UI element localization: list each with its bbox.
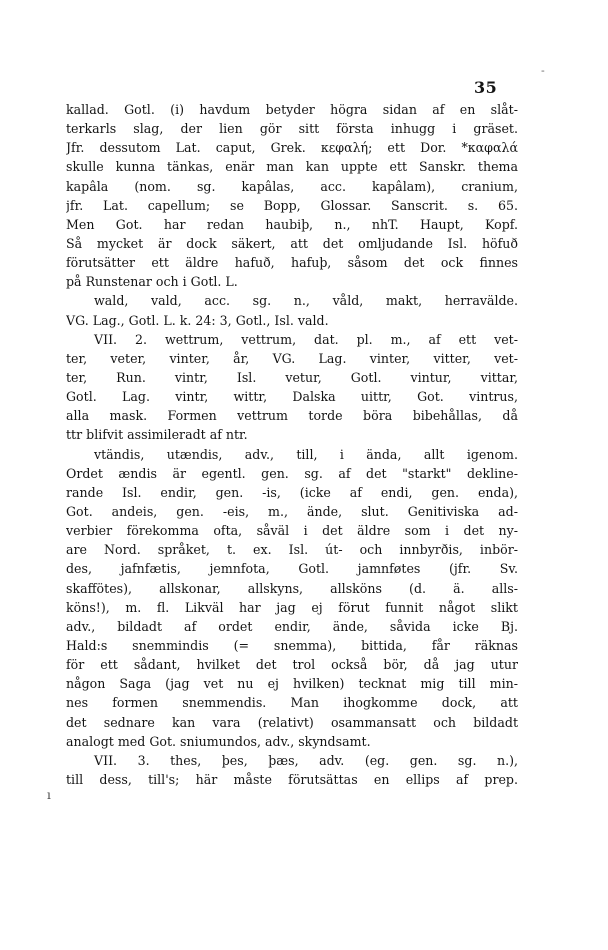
text-line: rande Isl. endir, gen. -is, (icke af endi, gen. enda), — [66, 484, 518, 500]
text-line: kallad. Gotl. (i) havdum betyder högra sidan af en slåt- — [66, 102, 518, 117]
text-line: VII. 3. thes, þes, þæs, adv. (eg. gen. sg. n.), — [94, 752, 518, 768]
text-line: terkarls slag, der lien gör sitt första inhugg i gräset. — [66, 121, 518, 137]
text-line: Så mycket är dock säkert, att det omljudande Isl. höfuð — [66, 235, 518, 251]
text-line: Ordet ændis är egentl. gen. sg. af det "starkt" dekline- — [66, 465, 518, 481]
text-line: Men Got. har redan haubiþ, n., nhT. Haupt, Kopf. — [66, 216, 518, 232]
text-line: wald, vald, acc. sg. n., våld, makt, herravälde. — [94, 293, 518, 309]
margin-mark: ı — [47, 788, 51, 802]
text-line: skaffötes), allskonar, allskyns, allsköns (d. ä. alls- — [66, 580, 518, 596]
text-line: VII. 2. wettrum, vettrum, dat. pl. m., af ett vet- — [94, 331, 518, 347]
text-line: Hald:s snemmindis (= snemma), bittida, får räknas — [66, 637, 518, 653]
text-line: det sednare kan vara (relativt) osammansatt och bildadt — [66, 714, 518, 730]
scan-mark: - — [541, 64, 545, 77]
text-line: till dess, till's; här måste förutsättas en ellips af prep. — [66, 771, 518, 787]
text-line: någon Saga (jag vet nu ej hvilken) tecknat mig till min- — [66, 676, 518, 692]
text-line: förutsätter ett äldre hafuð, hafuþ, såsom det ock finnes — [66, 255, 518, 271]
text-line: Gotl. Lag. vintr, wittr, Dalska uittr, Got. vintrus, — [66, 389, 518, 405]
text-line: are Nord. språket, t. ex. Isl. út- och innbyrðis, inbör- — [66, 542, 518, 558]
text-line: adv., bildadt af ordet endir, ände, såvida icke Bj. — [66, 618, 518, 634]
text-body — [66, 100, 518, 789]
text-line: vtändis, utændis, adv., till, i ända, allt igenom. — [94, 446, 518, 462]
text-line: nes formen snemmendis. Man ihogkomme dock, att — [66, 695, 518, 711]
text-line: skulle kunna tänkas, enär man kan uppte ett Sanskr. thema — [66, 159, 518, 175]
page-number: 35 — [474, 78, 498, 97]
text-line: jfr. Lat. capellum; se Bopp, Glossar. Sanscrit. s. 65. — [66, 197, 518, 213]
text-line: alla mask. Formen vettrum torde böra bibehållas, då — [66, 408, 518, 424]
text-line: för ett sådant, hvilket det trol också bör, då jag utur — [66, 657, 518, 673]
text-line: analogt med Got. sniumundos, adv., skyndsamt. — [66, 733, 371, 749]
text-line: ttr blifvit assimileradt af ntr. — [66, 427, 248, 443]
text-line: ter, veter, vinter, år, VG. Lag. vinter, vitter, vet- — [66, 350, 518, 366]
text-line: köns!), m. fl. Likväl har jag ej förut funnit något slikt — [66, 599, 518, 615]
text-line: ter, Run. vintr, Isl. vetur, Gotl. vintur, vittar, — [66, 369, 518, 385]
text-line: Got. andeis, gen. -eis, m., ände, slut. Genitiviska ad- — [66, 503, 518, 519]
text-line: på Runstenar och i Gotl. L. — [66, 274, 238, 290]
text-line: Jfr. dessutom Lat. caput, Grek. κεφαλή; ett Dor. *καφαλά — [66, 140, 518, 156]
text-line: VG. Lag., Gotl. L. k. 24: 3, Gotl., Isl. vald. — [66, 312, 329, 328]
text-line: kapâla (nom. sg. kapâlas, acc. kapâlam), cranium, — [66, 178, 518, 194]
text-line: verbier förekomma ofta, såväl i det äldre som i det ny- — [66, 523, 518, 539]
text-line: des, jafnfætis, jemnfota, Gotl. jamnføtes (jfr. Sv. — [66, 561, 518, 577]
